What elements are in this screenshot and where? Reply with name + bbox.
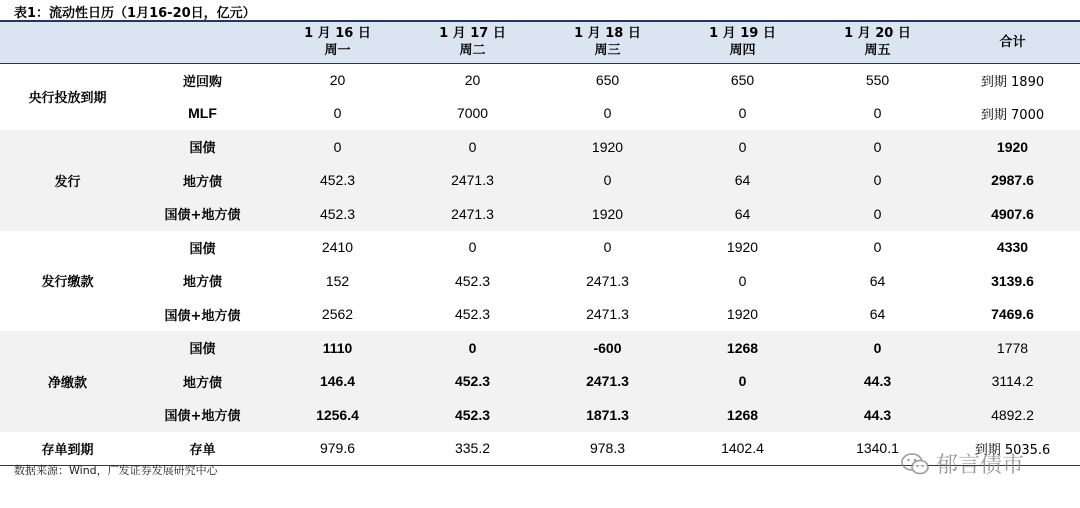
- cell: 2471.3: [540, 365, 675, 399]
- cell: 1920: [540, 130, 675, 164]
- row-label: 国债: [189, 241, 216, 257]
- cell: 152: [325, 272, 350, 289]
- total-cell: 到期 5035.6: [974, 442, 1051, 458]
- group-label: 央行投放到期: [28, 91, 107, 107]
- row-label: 国债+地方债: [164, 308, 241, 324]
- total-cell: 3114.2: [945, 365, 1080, 399]
- header-corner: [0, 21, 135, 63]
- cell: 0: [468, 239, 477, 256]
- cell: 0: [270, 130, 405, 164]
- table-row: [0, 130, 1080, 164]
- wechat-icon: [900, 452, 930, 476]
- table-title: 表1：流动性日历（1月16-20日，亿元）: [14, 6, 256, 21]
- cell: 452.3: [454, 272, 491, 289]
- total-cell: 1920: [945, 130, 1080, 164]
- liquidity-calendar-table: [0, 20, 1080, 466]
- cell: 1256.4: [270, 398, 405, 432]
- cell: 2562: [321, 306, 354, 323]
- total-cell: 4330: [996, 239, 1029, 256]
- cell: 2410: [321, 239, 354, 256]
- total-cell: 到期 7000: [980, 107, 1045, 123]
- cell: 650: [730, 72, 755, 88]
- cell: 1920: [540, 197, 675, 231]
- cell: 0: [810, 164, 945, 198]
- cell: 146.4: [270, 365, 405, 399]
- total-cell: 到期 1890: [980, 74, 1045, 90]
- header-day-3: 1 月 18 日 周三: [540, 21, 675, 63]
- cell: 979.6: [319, 440, 356, 456]
- cell: 1340.1: [856, 440, 899, 456]
- cell: 0: [603, 239, 612, 256]
- header-day-4: 1 月 19 日 周四: [675, 21, 810, 63]
- cell: -600: [540, 331, 675, 365]
- row-label: 国债+地方债: [135, 197, 270, 231]
- cell: 452.3: [405, 398, 540, 432]
- table-row: [0, 197, 1080, 231]
- total-cell: 4907.6: [945, 197, 1080, 231]
- group-label: 净缴款: [0, 331, 135, 432]
- source-note: 数据来源：Wind，广发证券发展研究中心: [14, 464, 218, 477]
- total-cell: 2987.6: [945, 164, 1080, 198]
- cell: 1268: [675, 398, 810, 432]
- header-day-2: 1 月 17 日 周二: [405, 21, 540, 63]
- total-cell: 1778: [945, 331, 1080, 365]
- cell: 335.2: [454, 440, 491, 456]
- header-day-5: 1 月 20 日 周五: [810, 21, 945, 63]
- cell: 64: [675, 197, 810, 231]
- cell: 0: [675, 130, 810, 164]
- header-day-1: 1 月 16 日 周一: [270, 21, 405, 63]
- row-label: 国债: [135, 130, 270, 164]
- cell: 452.3: [405, 365, 540, 399]
- group-label: 发行: [0, 130, 135, 231]
- table-row: [0, 331, 1080, 365]
- cell: 20: [329, 72, 346, 88]
- total-cell: 3139.6: [991, 272, 1034, 289]
- table-row: [0, 231, 1080, 265]
- table-row: [0, 264, 1080, 298]
- cell: 1920: [726, 306, 759, 323]
- row-label: 国债: [135, 331, 270, 365]
- cell: 64: [869, 272, 886, 289]
- cell: 1110: [270, 331, 405, 365]
- cell: 0: [405, 331, 540, 365]
- cell: 1268: [675, 331, 810, 365]
- cell: 978.3: [589, 440, 626, 456]
- cell: 0: [333, 105, 342, 122]
- cell: 0: [738, 272, 747, 289]
- cell: 0: [873, 239, 882, 256]
- cell: 2471.3: [586, 272, 629, 289]
- cell: 44.3: [810, 398, 945, 432]
- row-label: 地方债: [182, 275, 222, 291]
- cell: 0: [810, 197, 945, 231]
- table-row: [0, 398, 1080, 432]
- total-cell: 4892.2: [945, 398, 1080, 432]
- table-row: [0, 97, 1080, 131]
- header-corner-sub: [135, 21, 270, 63]
- cell: 2471.3: [405, 164, 540, 198]
- cell: 64: [869, 306, 886, 323]
- row-label: 存单: [189, 442, 216, 458]
- cell: 1402.4: [721, 440, 764, 456]
- group-label: 存单到期: [41, 442, 94, 458]
- cell: 2471.3: [405, 197, 540, 231]
- cell: 452.3: [454, 306, 491, 323]
- cell: 7000: [456, 105, 489, 122]
- cell: 452.3: [270, 164, 405, 198]
- group-label: 发行缴款: [41, 275, 94, 291]
- watermark: [900, 448, 1024, 479]
- cell: 1871.3: [540, 398, 675, 432]
- table-row: [0, 298, 1080, 332]
- cell: 0: [603, 105, 612, 122]
- cell: 20: [464, 72, 481, 88]
- row-label: 逆回购: [182, 74, 222, 90]
- header-row: [0, 21, 1080, 63]
- cell: 0: [810, 130, 945, 164]
- cell: 2471.3: [586, 306, 629, 323]
- row-label: 地方债: [135, 164, 270, 198]
- total-cell: 7469.6: [991, 306, 1034, 323]
- table-row: [0, 63, 1080, 97]
- cell: 0: [405, 130, 540, 164]
- table-row: [0, 365, 1080, 399]
- cell: 0: [540, 164, 675, 198]
- cell: 0: [738, 105, 747, 122]
- cell: 0: [675, 365, 810, 399]
- watermark-text: 郁言债市: [936, 453, 1025, 478]
- table-row: [0, 164, 1080, 198]
- cell: 452.3: [270, 197, 405, 231]
- row-label: 地方债: [135, 365, 270, 399]
- cell: 550: [865, 72, 890, 88]
- row-label: MLF: [188, 105, 217, 122]
- cell: 0: [810, 331, 945, 365]
- cell: 64: [675, 164, 810, 198]
- cell: 650: [595, 72, 620, 88]
- row-label: 国债+地方债: [135, 398, 270, 432]
- cell: 44.3: [810, 365, 945, 399]
- header-total: 合计: [945, 21, 1080, 63]
- cell: 1920: [726, 239, 759, 256]
- cell: 0: [873, 105, 882, 122]
